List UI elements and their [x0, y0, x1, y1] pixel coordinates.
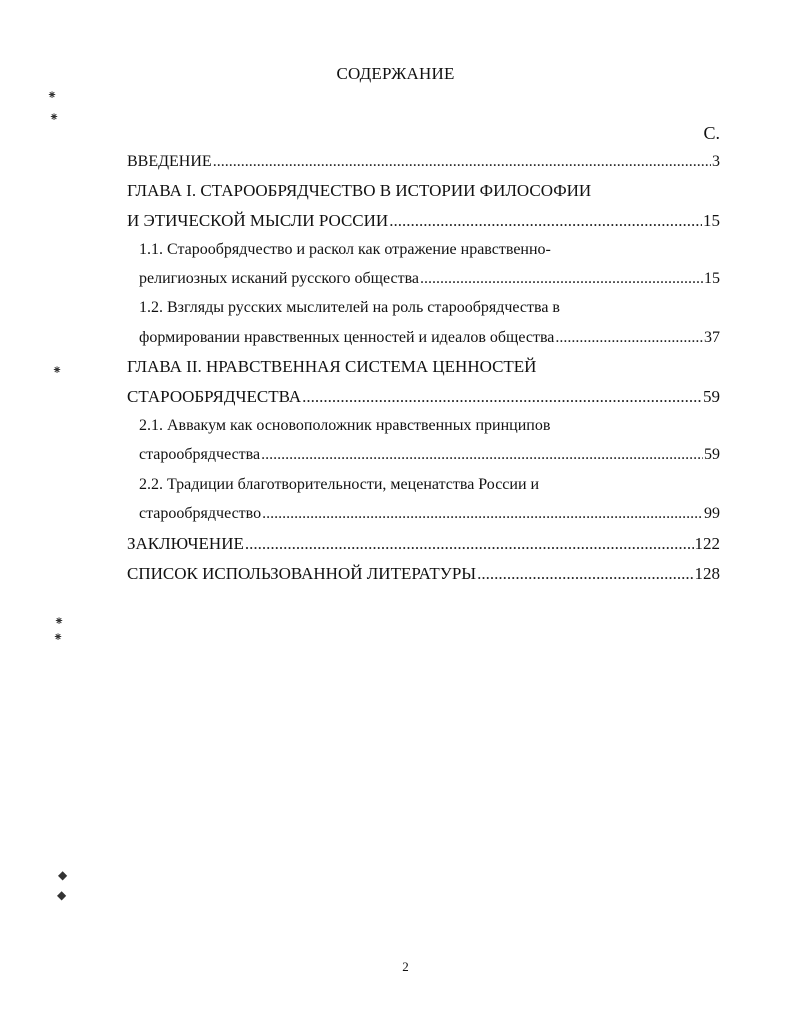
leader-dots — [261, 444, 703, 466]
toc-entry-s11[interactable] — [139, 268, 720, 290]
toc-entry-ch2[interactable] — [127, 386, 720, 408]
toc-entry-s11-line1[interactable]: 1.1. Старообрядчество и раскол как отражение нравственно- — [139, 241, 551, 258]
leader-dots — [302, 386, 702, 408]
leader-dots — [262, 503, 703, 525]
leader-dots — [389, 210, 702, 232]
toc-entry-text: формировании нравственных ценностей и идеалов общества — [139, 329, 555, 346]
toc-entry-text: старообрядчество — [139, 505, 262, 522]
leader-dots — [420, 268, 703, 290]
toc-entry-text: ЗАКЛЮЧЕНИЕ — [127, 534, 244, 553]
toc-page-number: 99 — [704, 505, 720, 522]
toc-entry-text: религиозных исканий русского общества — [139, 270, 420, 287]
toc-entry-conclusion[interactable] — [127, 533, 720, 555]
toc-page-number: 3 — [712, 153, 720, 170]
toc-entry-ch2-line1[interactable]: ГЛАВА II. НРАВСТВЕННАЯ СИСТЕМА ЦЕННОСТЕЙ — [127, 357, 537, 376]
toc-entry-s21[interactable] — [139, 444, 720, 466]
toc-entry-text: И ЭТИЧЕСКОЙ МЫСЛИ РОССИИ — [127, 211, 389, 230]
leader-dots — [555, 327, 703, 349]
toc-entry-ch1[interactable] — [127, 210, 720, 232]
toc-entry-ch1-line1[interactable]: ГЛАВА I. СТАРООБРЯДЧЕСТВО В ИСТОРИИ ФИЛОСОФИИ — [127, 181, 592, 200]
toc-page-number: 128 — [694, 564, 720, 583]
toc-page-number: 59 — [704, 446, 720, 463]
toc-page-number: 122 — [694, 534, 720, 553]
page-number: 2 — [402, 959, 409, 974]
scan-speck: ⁕ — [47, 88, 58, 102]
toc-page-number: 15 — [704, 270, 720, 287]
toc-entry-s12-line1[interactable]: 1.2. Взгляды русских мыслителей на роль старообрядчества в — [139, 299, 560, 316]
leader-dots — [477, 563, 693, 585]
toc-page-number: 15 — [703, 211, 720, 230]
toc-entry-s12[interactable] — [139, 327, 720, 349]
scan-speck: ◆ — [57, 888, 67, 902]
toc-page-number: 59 — [703, 387, 720, 406]
toc-entry-intro[interactable] — [127, 151, 720, 173]
scan-speck: ⁕ — [53, 630, 64, 644]
toc-entry-text: ВВЕДЕНИЕ — [127, 153, 212, 170]
toc-entry-text: СТАРООБРЯДЧЕСТВА — [127, 387, 302, 406]
toc-entry-s22[interactable] — [139, 503, 720, 525]
toc-entry-text: СПИСОК ИСПОЛЬЗОВАННОЙ ЛИТЕРАТУРЫ — [127, 564, 477, 583]
scan-speck: ◆ — [58, 868, 68, 882]
scan-speck: ⁕ — [52, 363, 63, 377]
page-title: СОДЕРЖАНИЕ — [336, 64, 455, 83]
toc-entry-s22-line1[interactable]: 2.2. Традиции благотворительности, меценатства России и — [139, 476, 540, 493]
pages-column-label: С. — [703, 123, 720, 143]
scan-speck: ⁕ — [49, 110, 60, 124]
toc-entry-references[interactable] — [127, 563, 720, 585]
toc-entry-text: старообрядчества — [139, 446, 261, 463]
leader-dots — [245, 533, 694, 555]
leader-dots — [213, 151, 711, 173]
toc-page-number: 37 — [704, 329, 720, 346]
toc-entry-s21-line1[interactable]: 2.1. Аввакум как основоположник нравственных принципов — [139, 417, 551, 434]
scan-speck: ⁕ — [54, 614, 65, 628]
